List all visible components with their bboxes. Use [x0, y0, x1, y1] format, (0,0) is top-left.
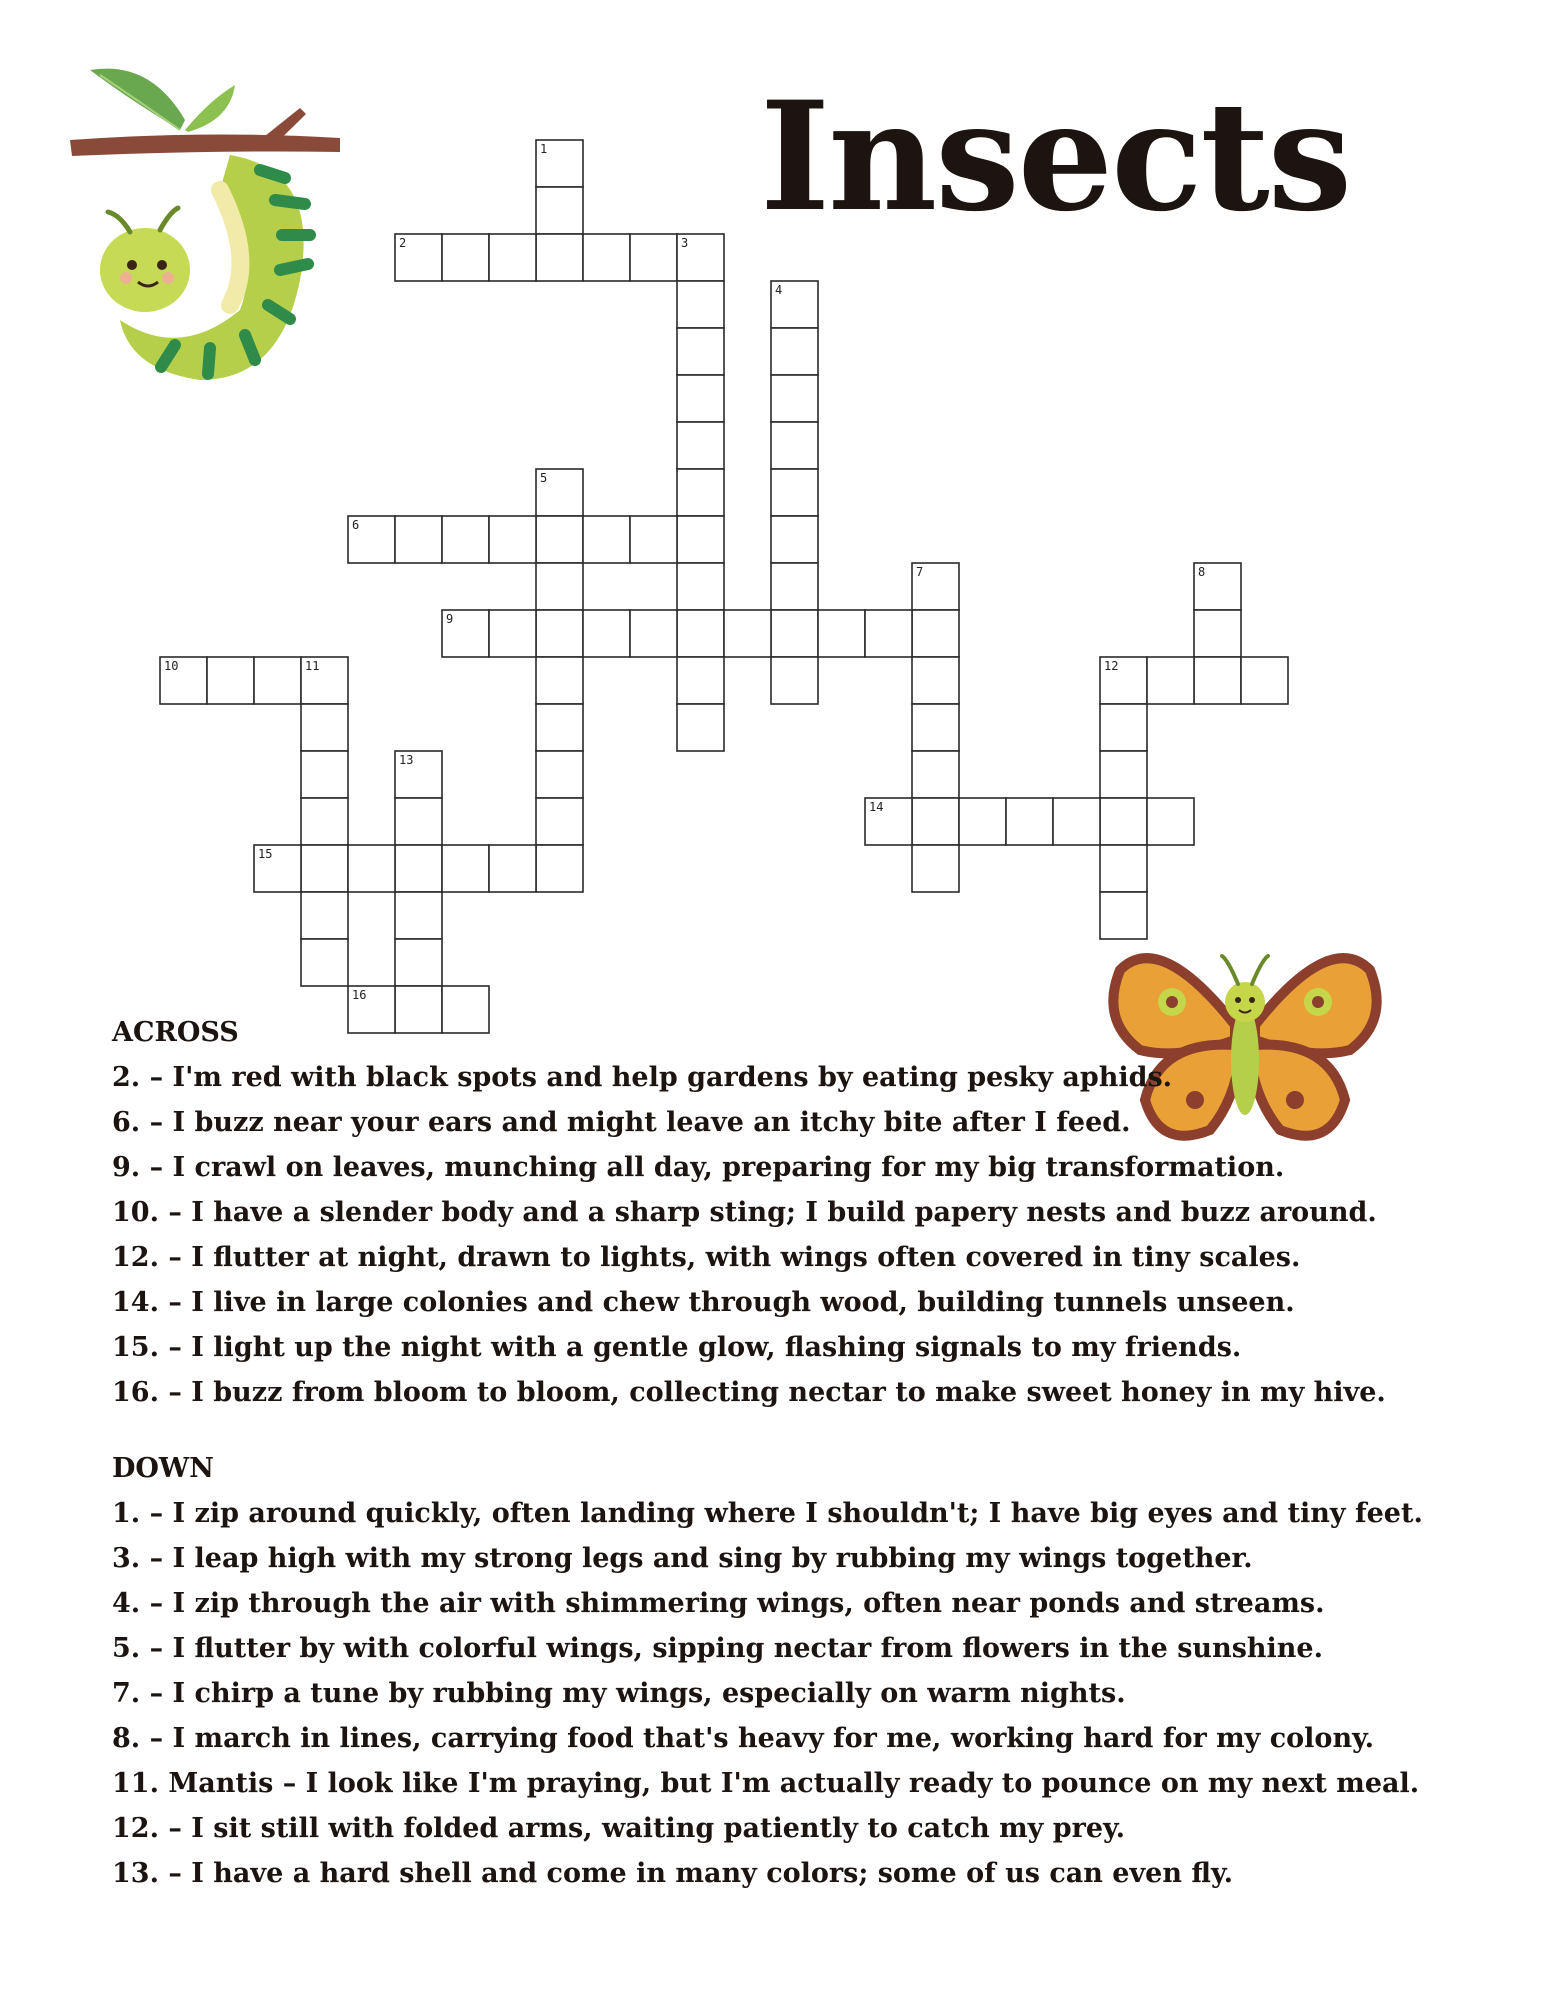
- grid-cell[interactable]: [1100, 798, 1147, 845]
- grid-cell[interactable]: [489, 610, 536, 657]
- grid-cell[interactable]: [677, 657, 724, 704]
- grid-cell[interactable]: [301, 892, 348, 939]
- grid-cell[interactable]: [677, 610, 724, 657]
- grid-cell[interactable]: [301, 845, 348, 892]
- clue-across-15: 15. – I light up the night with a gentle glow, flashing signals to my friends.: [112, 1332, 1242, 1363]
- grid-cell[interactable]: [536, 516, 583, 563]
- grid-cell[interactable]: [912, 798, 959, 845]
- grid-cell[interactable]: [771, 657, 818, 704]
- grid-cell[interactable]: [771, 610, 818, 657]
- grid-cell[interactable]: [677, 563, 724, 610]
- grid-cell[interactable]: [583, 610, 630, 657]
- grid-cell[interactable]: [442, 845, 489, 892]
- cell-number: 3: [681, 236, 689, 250]
- clue-across-10: 10. – I have a slender body and a sharp sting; I build papery nests and buzz around.: [112, 1197, 1377, 1228]
- grid-cell[interactable]: [912, 657, 959, 704]
- grid-cell[interactable]: [771, 328, 818, 375]
- grid-cell[interactable]: [959, 798, 1006, 845]
- grid-cell[interactable]: [536, 187, 583, 234]
- cell-number: 9: [446, 612, 454, 626]
- grid-cell[interactable]: [677, 422, 724, 469]
- grid-cell[interactable]: [442, 234, 489, 281]
- grid-cell[interactable]: [1006, 798, 1053, 845]
- grid-cell[interactable]: [489, 516, 536, 563]
- clue-down-13: 13. – I have a hard shell and come in many colors; some of us can even fly.: [112, 1858, 1233, 1889]
- clue-down-4: 4. – I zip through the air with shimmering wings, often near ponds and streams.: [112, 1588, 1325, 1619]
- grid-cell[interactable]: [1241, 657, 1288, 704]
- grid-cell[interactable]: [301, 939, 348, 986]
- grid-cell[interactable]: [536, 657, 583, 704]
- grid-cell[interactable]: [536, 234, 583, 281]
- cell-number: 5: [540, 471, 548, 485]
- grid-cell[interactable]: [536, 751, 583, 798]
- grid-cell[interactable]: [536, 798, 583, 845]
- clue-down-11: 11. Mantis – I look like I'm praying, but I'm actually ready to pounce on my next meal.: [112, 1768, 1420, 1799]
- clue-down-3: 3. – I leap high with my strong legs and sing by rubbing my wings together.: [112, 1543, 1253, 1574]
- grid-cell[interactable]: [395, 845, 442, 892]
- cell-number: 14: [869, 800, 884, 814]
- cell-number: 12: [1104, 659, 1119, 673]
- cell-number: 15: [258, 847, 273, 861]
- across-heading: ACROSS: [112, 1017, 239, 1048]
- grid-cell[interactable]: [724, 610, 771, 657]
- grid-cell[interactable]: [536, 704, 583, 751]
- grid-cell[interactable]: [771, 422, 818, 469]
- grid-cell[interactable]: [1194, 610, 1241, 657]
- grid-cell[interactable]: [1147, 798, 1194, 845]
- clue-across-12: 12. – I flutter at night, drawn to lights, with wings often covered in tiny scales.: [112, 1242, 1301, 1273]
- grid-cell[interactable]: [630, 610, 677, 657]
- grid-cell[interactable]: [677, 328, 724, 375]
- grid-cell[interactable]: [442, 516, 489, 563]
- grid-cell[interactable]: [677, 469, 724, 516]
- grid-cell[interactable]: [395, 892, 442, 939]
- grid-cell[interactable]: [536, 563, 583, 610]
- grid-cell[interactable]: [583, 516, 630, 563]
- grid-cell[interactable]: [677, 516, 724, 563]
- grid-cell[interactable]: [489, 234, 536, 281]
- down-heading: DOWN: [112, 1453, 214, 1484]
- grid-cell[interactable]: [865, 610, 912, 657]
- cell-number: 11: [305, 659, 320, 673]
- grid-cell[interactable]: [630, 234, 677, 281]
- clue-across-14: 14. – I live in large colonies and chew through wood, building tunnels unseen.: [112, 1287, 1295, 1318]
- grid-cell[interactable]: [677, 704, 724, 751]
- page-title: Insects: [760, 69, 1351, 245]
- grid-cell[interactable]: [348, 845, 395, 892]
- grid-cell[interactable]: [771, 516, 818, 563]
- clue-down-1: 1. – I zip around quickly, often landing where I shouldn't; I have big eyes and tiny feet.: [112, 1498, 1423, 1529]
- clue-down-5: 5. – I flutter by with colorful wings, sipping nectar from flowers in the sunshine.: [112, 1633, 1323, 1664]
- grid-cell[interactable]: [912, 704, 959, 751]
- cell-number: 8: [1198, 565, 1206, 579]
- grid-cell[interactable]: [818, 610, 865, 657]
- clue-across-2: 2. – I'm red with black spots and help gardens by eating pesky aphids.: [112, 1062, 1173, 1093]
- cell-number: 2: [399, 236, 407, 250]
- grid-cell[interactable]: [1194, 657, 1241, 704]
- clue-across-9: 9. – I crawl on leaves, munching all day, preparing for my big transformation.: [112, 1152, 1285, 1183]
- grid-cell[interactable]: [254, 657, 301, 704]
- grid-cell[interactable]: [395, 798, 442, 845]
- cell-number: 13: [399, 753, 414, 767]
- across-clues: [112, 1010, 1412, 1415]
- grid-cell[interactable]: [301, 798, 348, 845]
- grid-cell[interactable]: [1100, 704, 1147, 751]
- grid-cell[interactable]: [771, 375, 818, 422]
- grid-cell[interactable]: [301, 751, 348, 798]
- down-clues: [112, 1446, 1423, 1896]
- grid-cell[interactable]: [207, 657, 254, 704]
- grid-cell[interactable]: [536, 845, 583, 892]
- grid-cell[interactable]: [1100, 751, 1147, 798]
- grid-cell[interactable]: [912, 610, 959, 657]
- grid-cell[interactable]: [1053, 798, 1100, 845]
- clue-across-6: 6. – I buzz near your ears and might leave an itchy bite after I feed.: [112, 1107, 1131, 1138]
- grid-cell[interactable]: [489, 845, 536, 892]
- cell-number: 7: [916, 565, 924, 579]
- cell-number: 16: [352, 988, 367, 1002]
- grid-cell[interactable]: [677, 375, 724, 422]
- cell-number: 6: [352, 518, 360, 532]
- grid-cell[interactable]: [912, 845, 959, 892]
- clue-down-7: 7. – I chirp a tune by rubbing my wings, especially on warm nights.: [112, 1678, 1126, 1709]
- grid-cell[interactable]: [1100, 845, 1147, 892]
- grid-cell[interactable]: [771, 469, 818, 516]
- grid-cell[interactable]: [536, 610, 583, 657]
- grid-cell[interactable]: [1147, 657, 1194, 704]
- grid-cell[interactable]: [583, 234, 630, 281]
- grid-cell[interactable]: [912, 751, 959, 798]
- clue-down-8: 8. – I march in lines, carrying food that's heavy for me, working hard for my colony.: [112, 1723, 1375, 1754]
- grid-cell[interactable]: [395, 516, 442, 563]
- clue-across-16: 16. – I buzz from bloom to bloom, collecting nectar to make sweet honey in my hive.: [112, 1377, 1386, 1408]
- cell-number: 10: [164, 659, 179, 673]
- grid-cell[interactable]: [395, 939, 442, 986]
- grid-cell[interactable]: [630, 516, 677, 563]
- cell-number: 4: [775, 283, 783, 297]
- grid-cell[interactable]: [301, 704, 348, 751]
- grid-cell[interactable]: [771, 563, 818, 610]
- grid-cell[interactable]: [677, 281, 724, 328]
- clue-down-12: 12. – I sit still with folded arms, waiting patiently to catch my prey.: [112, 1813, 1126, 1844]
- cell-number: 1: [540, 142, 548, 156]
